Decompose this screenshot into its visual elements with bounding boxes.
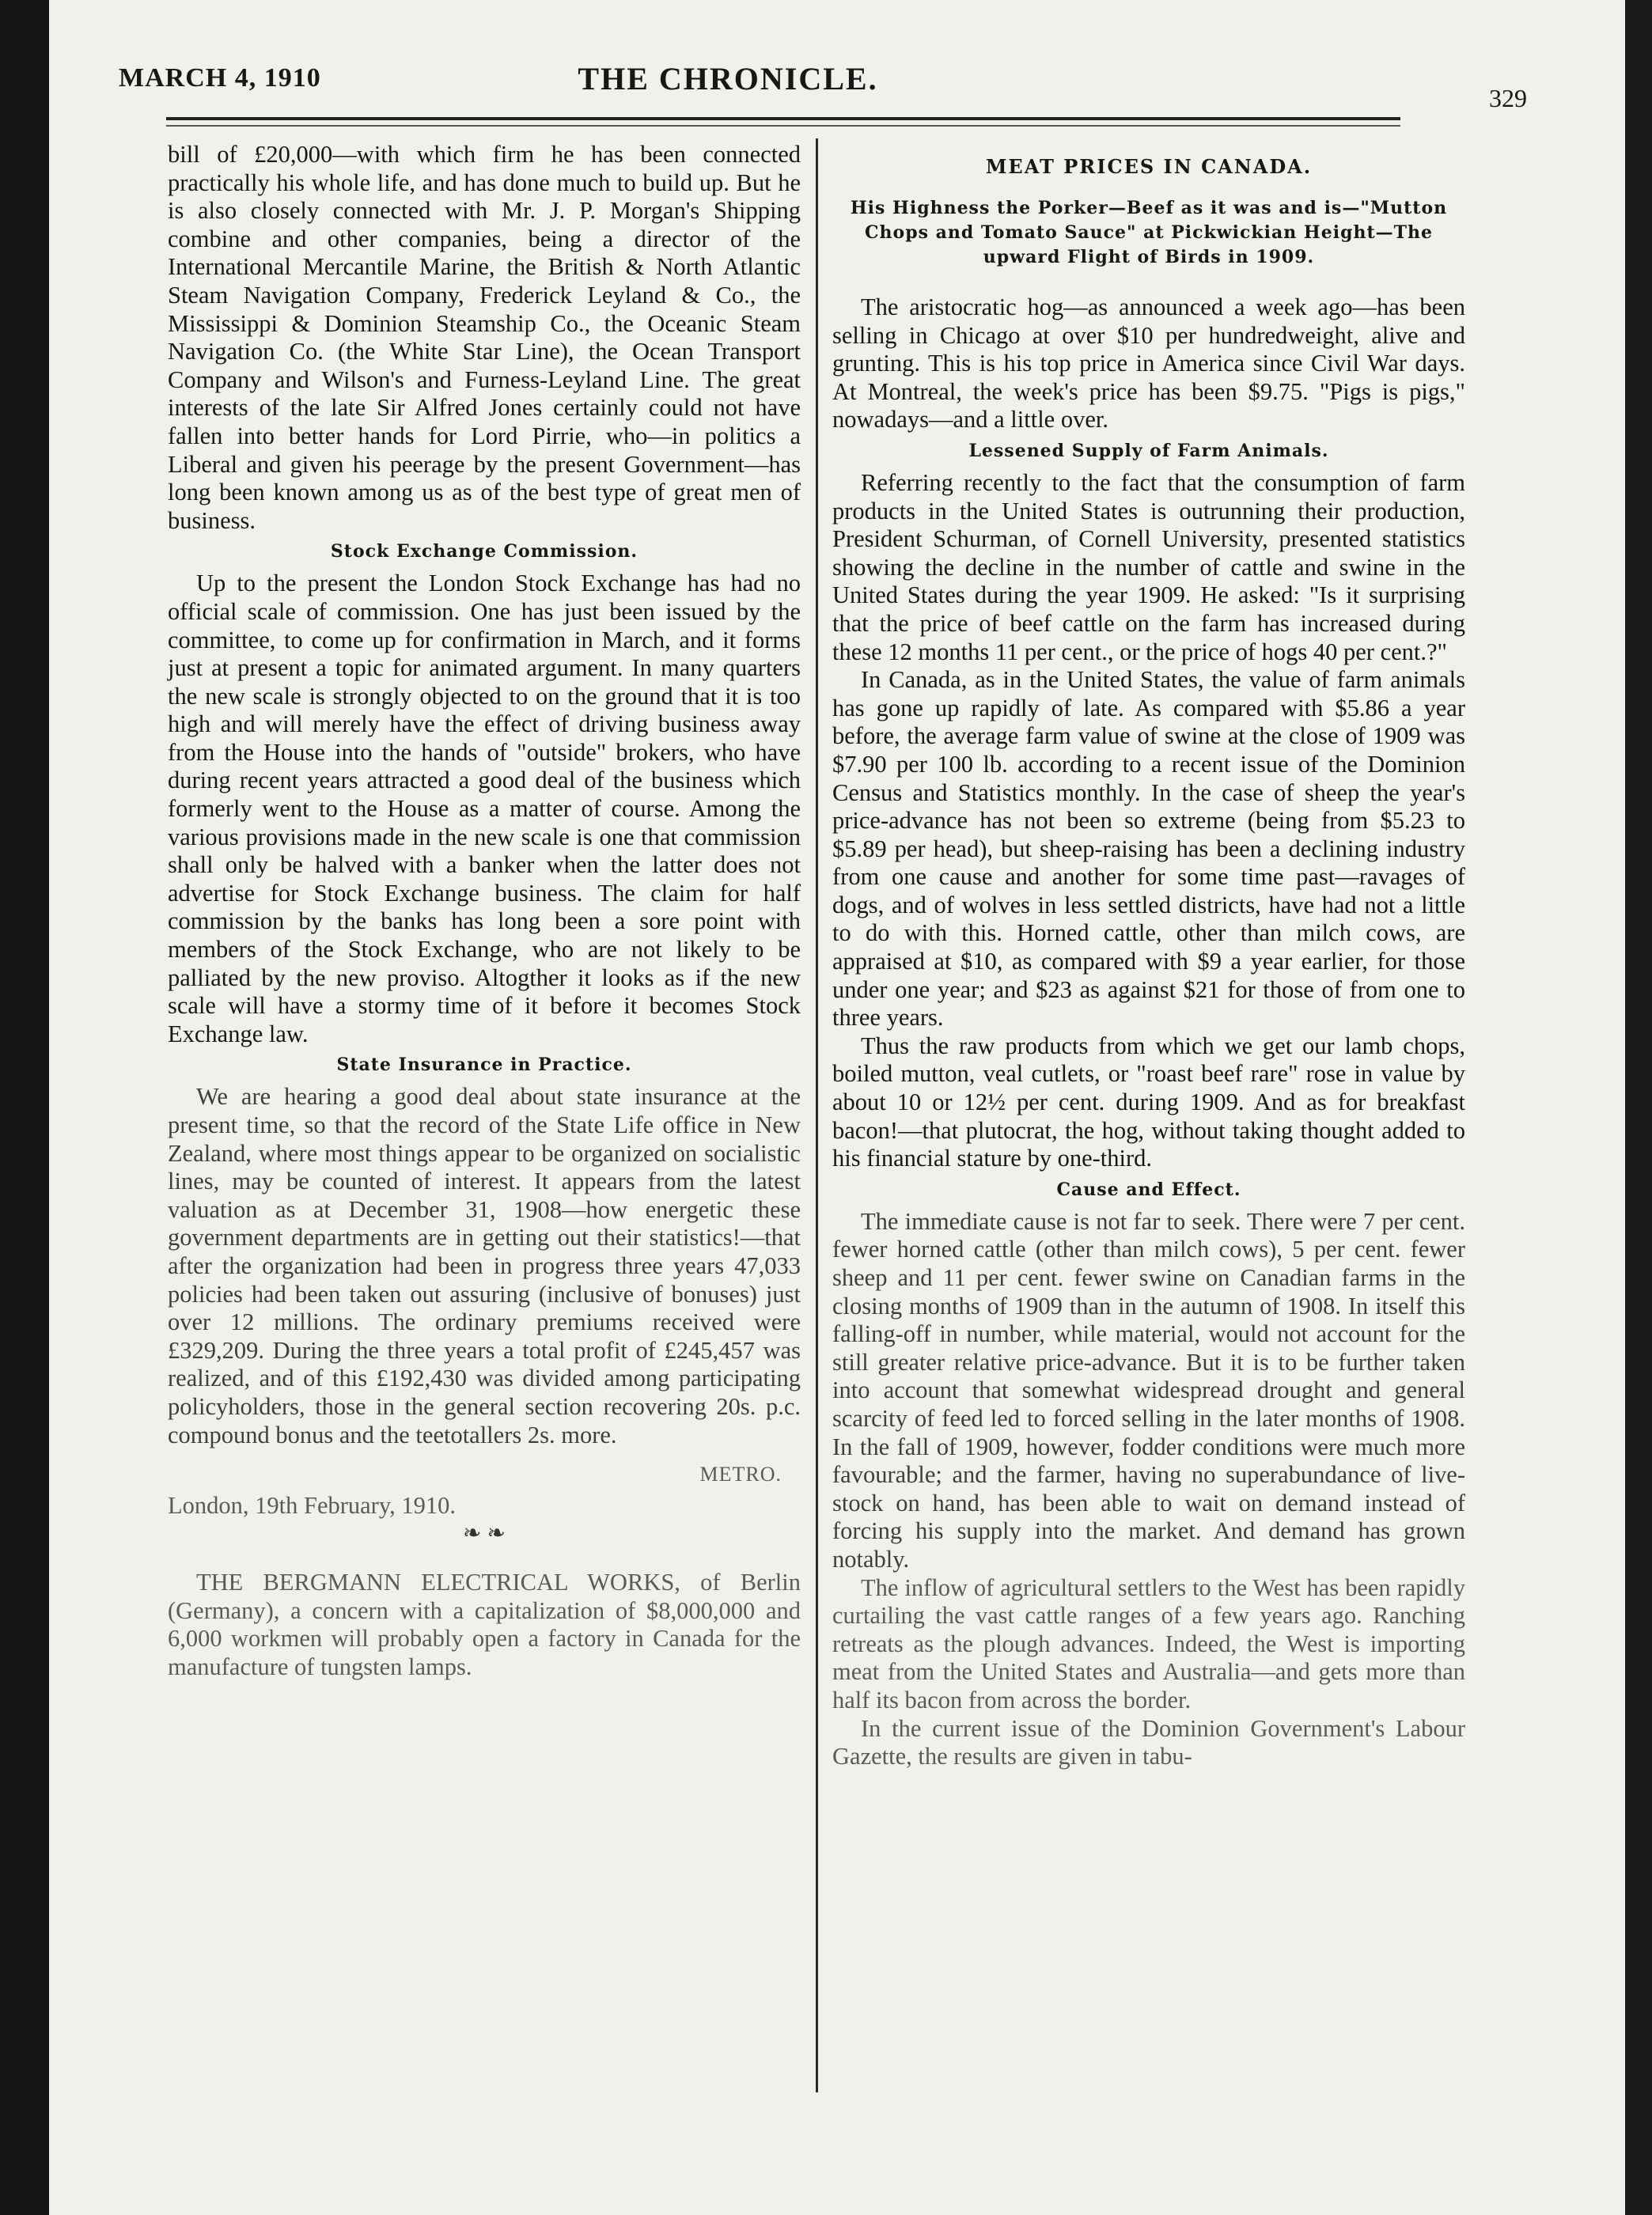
publication-title: THE CHRONICLE. — [578, 61, 878, 97]
hog-price-paragraph: The aristocratic hog—as announced a week ago—has been selling in Chicago at over $10 per hundredweight, alive and grunting. This is his top price in America since Civil War days. At Montreal, the week's price has been $9.75. "Pigs is pigs," nowadays—and a little over. — [832, 293, 1465, 434]
column-divider — [816, 138, 818, 2092]
bergmann-paragraph: THE BERGMANN ELECTRICAL WORKS, of Berlin (Germany), a concern with a capitalization of $8,000,000 and 6,000 workmen will probably open a factory in Canada for the manufacture of tungsten lamps. — [168, 1568, 801, 1680]
stock-exchange-paragraph: Up to the present the London Stock Exchange has had no official scale of commission. One has just been issued by the committee, to come up for confirmation in March, and it forms just at present a topic for animated argument. In many quarters the new scale is strongly objected to on the ground that it is too high and will merely have the effect of driving business away from the House into the hands of "outside" brokers, who have during recent years attracted a good deal of the business which formerly went to the House as a matter of course. Among the various provisions made in the new scale is one that commission shall only be halved with a banker when the latter does not advertise for Stock Exchange business. The claim for half commission by the banks has long been a sore point with members of the Stock Exchange, who are not likely to be palliated by the new proviso. Altogther it looks as if the new scale will have a stormy time of it before it becomes Stock Exchange law. — [168, 570, 801, 1047]
author-signature: METRO. — [699, 1463, 782, 1486]
dateline: London, 19th February, 1910. — [168, 1491, 456, 1519]
state-insurance-paragraph: We are hearing a good deal about state insurance at the present time, so that the record of the State Life office in New Zealand, where most things appear to be organized on socialistic lines, may be counted of interest. It appears from the latest valuation as at December 31, 1908—how energetic these government departments are in getting out their statistics!—that after the organization had been in progress three years 47,033 policies had been taken out assuring (inclusive of bonuses) just over 12 millions. The ordinary premiums received were £329,209. During the three years a total profit of £245,457 was realized, and of this £192,430 was divided among participating policyholders, those in the general section recovering 20s. p.c. compound bonus and the teetotallers 2s. more. — [168, 1083, 801, 1448]
article-continuation-paragraph: bill of £20,000—with which firm he has been connected practically his whole life, and has done much to build up. But he is also closely connected with Mr. J. P. Morgan's Shipping combine and other companies, being a director of the International Mercantile Marine, the British & North Atlantic Steam Navigation Company, Frederick Leyland & Co., the Mississippi & Dominion Steamship Co., the Oceanic Steam Navigation Co. (the White Star Line), the Ocean Transport Company and Wilson's and Furness-Leyland Line. The great interests of the late Sir Alfred Jones certainly could not have fallen into better hands for Lord Pirrie, who—in politics a Liberal and given his peerage by the present Government—has long been known among us as of the best type of great men of business. — [168, 141, 801, 534]
section-heading-cause-effect: Cause and Effect. — [1056, 1179, 1241, 1200]
page-number: 329 — [1489, 84, 1527, 112]
page-binding-edge — [0, 0, 49, 2215]
left-column — [168, 141, 801, 1681]
section-heading-state-insurance: State Insurance in Practice. — [336, 1054, 632, 1076]
issue-date: MARCH 4, 1910 — [119, 63, 321, 93]
cause-effect-paragraph: The immediate cause is not far to seek. There were 7 per cent. fewer horned cattle (other than milch cows), 5 per cent. fewer sheep and 11 per cent. fewer swine on Canadian farms in the closing months of 1909 than in the autumn of 1908. In itself this falling-off in number, while material, would not account for the still greater relative price-advance. But it is to be further taken into account that somewhat widespread drought and general scarcity of feed led to forced selling in the later months of 1908. In the fall of 1909, however, fodder conditions were much more favourable; and the farmer, having no superabundance of live-stock on hand, has been able to wait on demand instead of forcing his supply into the market. And demand has grown notably. — [832, 1207, 1465, 1573]
settlers-inflow-paragraph: The inflow of agricultural settlers to the West has been rapidly curtailing the vast cattle ranges of a few years ago. Ranching retreats as the plough advances. Indeed, the West is importing meat from the United States and Australia—and gets more than half its bacon from across the border. — [832, 1573, 1465, 1713]
section-heading-farm-supply: Lessened Supply of Farm Animals. — [968, 440, 1329, 461]
ornament-divider: ❧ ❧ — [463, 1521, 506, 1547]
page-right-edge — [1625, 0, 1652, 2215]
header-rule-thin — [166, 125, 1400, 127]
labour-gazette-paragraph: In the current issue of the Dominion Government's Labour Gazette, the results are given in tabu- — [832, 1714, 1465, 1770]
farm-supply-paragraph: Referring recently to the fact that the consumption of farm products in the United States is outrunning their production, President Schurman, of Cornell University, presented statistics showing the decline in the number of cattle and swine in the United States during the year 1909. He asked: "Is it surprising that the price of beef cattle on the farm has increased during these 12 months 11 per cent., or the price of hogs 40 per cent.?" — [832, 468, 1465, 665]
right-column — [832, 141, 1465, 1771]
raw-products-paragraph: Thus the raw products from which we get our lamb chops, boiled mutton, veal cutlets, or "roast beef rare" rose in value by about 10 or 12½ per cent. during 1909. And as for breakfast bacon!—that plutocrat, the hog, without taking thought added to his financial stature by one-third. — [832, 1032, 1465, 1172]
section-heading-stock-exchange: Stock Exchange Commission. — [330, 541, 638, 562]
header-rule — [166, 117, 1400, 120]
article-headline: MEAT PRICES IN CANADA. — [985, 155, 1313, 178]
article-subheadline: His Highness the Porker—Beef as it was and is—"Mutton Chops and Tomato Sauce" at Pickwickian Height—The upward Flight of Birds in 1909. — [850, 198, 1448, 267]
page-header — [119, 57, 1527, 112]
canada-values-paragraph: In Canada, as in the United States, the value of farm animals has gone up rapidly of late. As compared with $5.86 a year before, the average farm value of swine at the close of 1909 was $7.90 per 100 lb. according to a recent issue of the Dominion Census and Statistics monthly. In the case of sheep the year's price-advance has not been so extreme (being from $5.23 to $5.89 per head), but sheep-raising has been a declining industry from one cause and another for some time past—ravages of dogs, and of wolves in less settled districts, have had not a little to do with this. Horned cattle, other than milch cows, are appraised at $10, as compared with $9 a year earlier, for those under one year; and $23 as against $21 for those of from one to three years. — [832, 666, 1465, 1032]
